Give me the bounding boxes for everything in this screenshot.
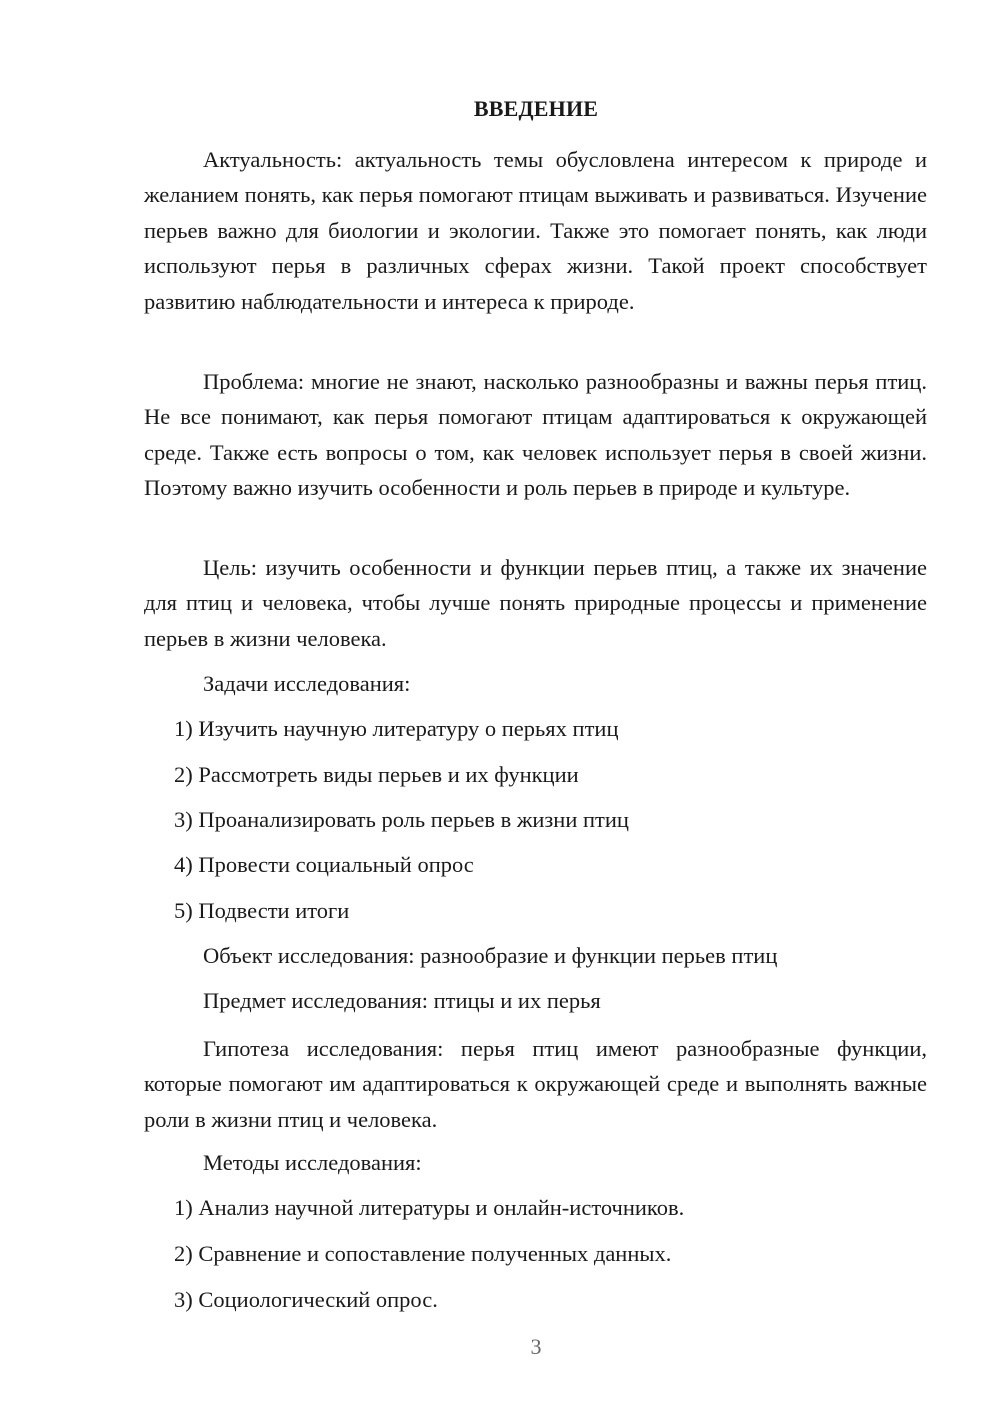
method-item: 1) Анализ научной литературы и онлайн-источников.: [174, 1195, 685, 1220]
method-item: 3) Социологический опрос.: [174, 1287, 438, 1312]
page-number: 3: [530, 1334, 542, 1359]
hypothesis-paragraph: Гипотеза исследования: перья птиц имеют разнообразные функции, которые помогают им адаптироваться к окружающей среде и выполнять важные роли в жизни птиц и человека.: [144, 1036, 927, 1132]
research-subject: Предмет исследования: птицы и их перья: [203, 988, 601, 1013]
methods-heading: Методы исследования:: [203, 1150, 422, 1175]
task-item: 3) Проанализировать роль перьев в жизни птиц: [174, 807, 629, 832]
relevance-paragraph: Актуальность: актуальность темы обусловлена интересом к природе и желанием понять, как перья помогают птицам выживать и развиваться. Изучение перьев важно для биологии и экологии. Также это помогает понять, как люди используют перья в различных сферах жизни. Такой проект способствует развитию наблюдательности и интереса к природе.: [144, 147, 927, 314]
goal-paragraph: Цель: изучить особенности и функции перьев птиц, а также их значение для птиц и человека, чтобы лучше понять природные процессы и применение перьев в жизни человека.: [144, 555, 927, 651]
problem-paragraph: Проблема: многие не знают, насколько разнообразны и важны перья птиц. Не все понимают, как перья помогают птицам адаптироваться к окружающей среде. Также есть вопросы о том, как человек использует перья в своей жизни. Поэтому важно изучить особенности и роль перьев в природе и культуре.: [144, 369, 927, 501]
task-item: 4) Провести социальный опрос: [174, 852, 474, 877]
tasks-heading: Задачи исследования:: [203, 671, 411, 696]
page-title: ВВЕДЕНИЕ: [473, 96, 599, 121]
task-item: 2) Рассмотреть виды перьев и их функции: [174, 762, 579, 787]
research-object: Объект исследования: разнообразие и функции перьев птиц: [203, 943, 778, 968]
method-item: 2) Сравнение и сопоставление полученных данных.: [174, 1241, 672, 1266]
task-item: 1) Изучить научную литературу о перьях птиц: [174, 716, 619, 741]
task-item: 5) Подвести итоги: [174, 898, 350, 923]
